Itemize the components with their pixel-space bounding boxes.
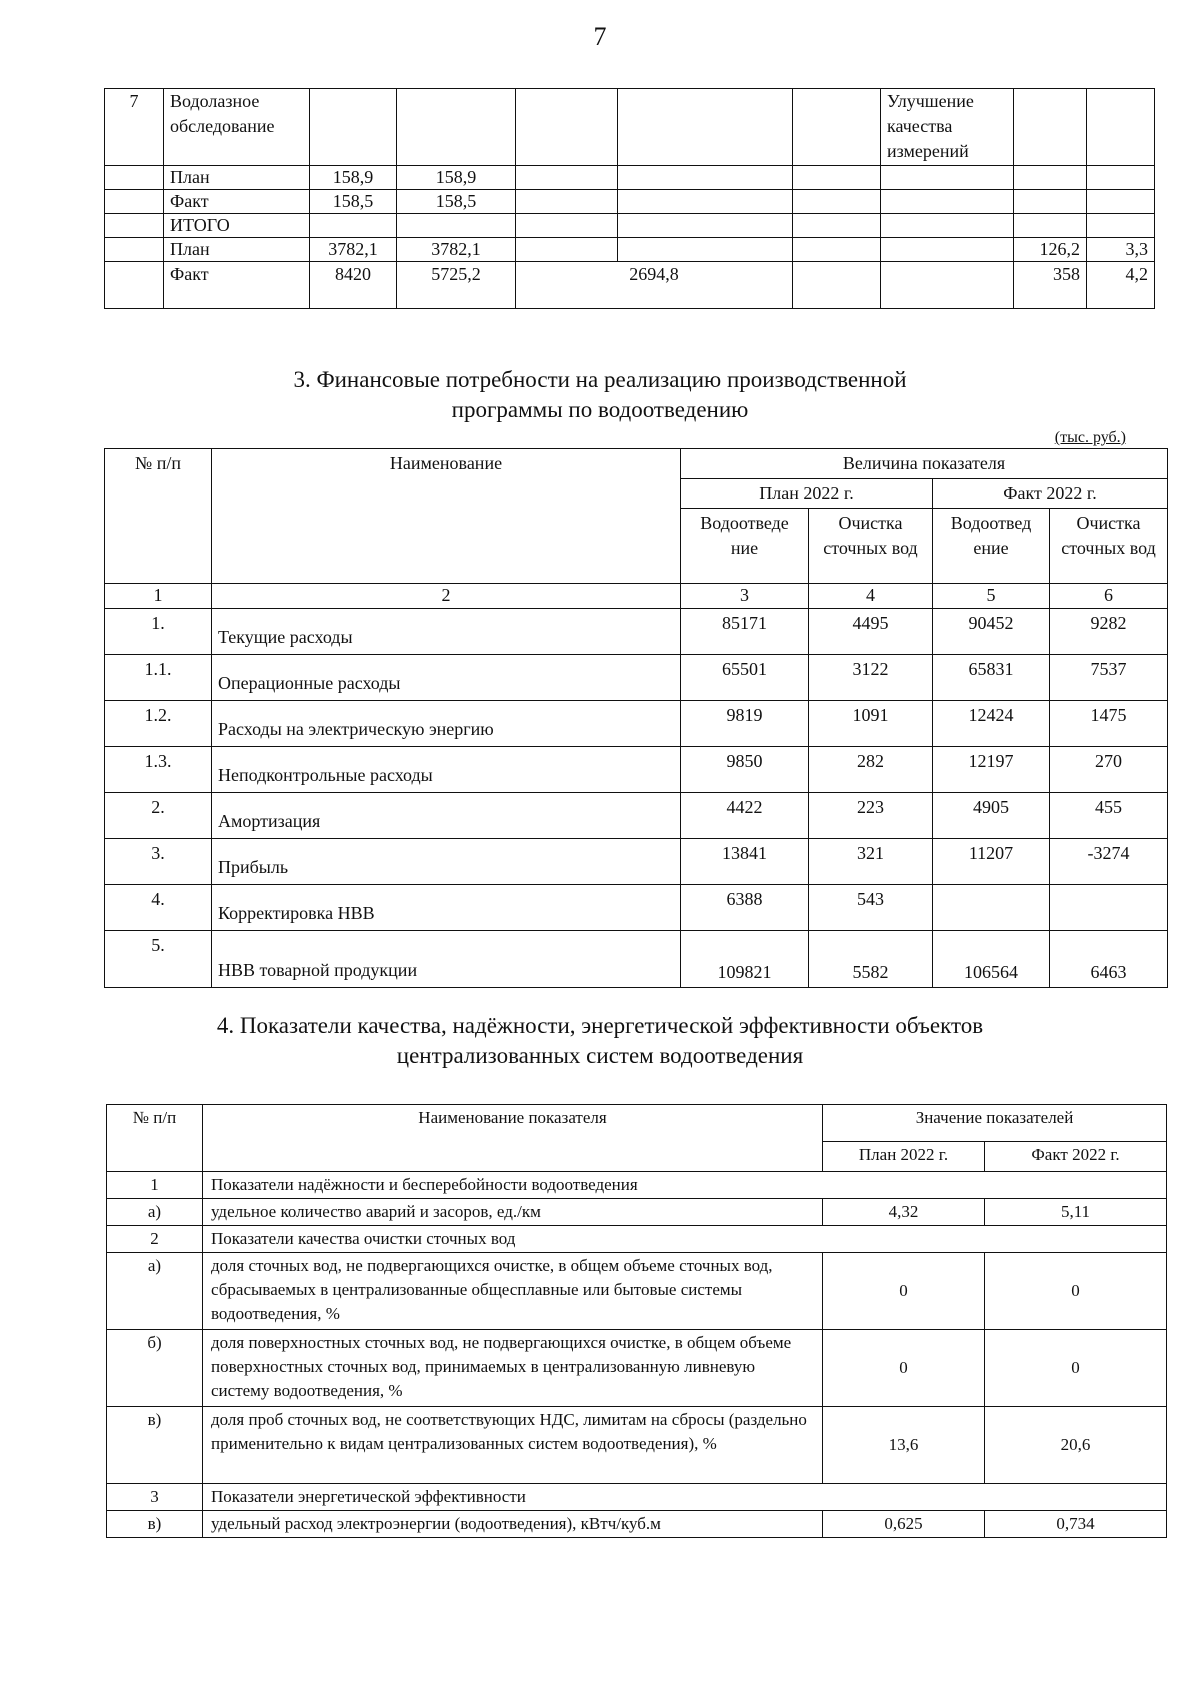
- table-cell: [793, 262, 881, 309]
- table-row: [107, 1199, 1167, 1226]
- column-number: 4: [809, 584, 933, 609]
- table-row: [105, 609, 1168, 655]
- column-number: 1: [105, 584, 212, 609]
- row-number: в): [107, 1407, 203, 1484]
- table-row: [105, 839, 1168, 885]
- row-number: а): [107, 1199, 203, 1226]
- row-value: 282: [809, 747, 933, 793]
- table-cell: [618, 238, 793, 262]
- row-number: б): [107, 1330, 203, 1407]
- table-cell: 158,5: [310, 190, 397, 214]
- table-row: [105, 701, 1168, 747]
- table-cell: [1014, 214, 1087, 238]
- page-number: 7: [593, 22, 607, 51]
- row-value: 12424: [933, 701, 1050, 747]
- table-row: [107, 1511, 1167, 1538]
- header-fact: Факт 2022 г.: [933, 479, 1168, 509]
- row-number: 4.: [105, 885, 212, 931]
- header-col6: Очистка сточных вод: [1050, 509, 1168, 584]
- plan-value: 0: [823, 1330, 985, 1407]
- table-cell: [105, 190, 164, 214]
- row-value: 543: [809, 885, 933, 931]
- table-cell: [881, 166, 1014, 190]
- row-value: 9850: [681, 747, 809, 793]
- financial-needs-table: [104, 448, 1168, 988]
- table-header-row: [107, 1105, 1167, 1142]
- row-value: 223: [809, 793, 933, 839]
- table-cell: 5725,2: [397, 262, 516, 309]
- row-value: 6463: [1050, 931, 1168, 988]
- table-cell: [516, 89, 618, 166]
- table-cell: Факт: [164, 262, 310, 309]
- table-row: [105, 747, 1168, 793]
- header-no: № п/п: [105, 449, 212, 584]
- table-cell: Водолазное обследование: [164, 89, 310, 166]
- table-row: [105, 89, 1155, 166]
- table-cell: [881, 238, 1014, 262]
- table-cell: 8420: [310, 262, 397, 309]
- table-cell: [310, 214, 397, 238]
- row-name: удельное количество аварий и засоров, ед./км: [203, 1199, 823, 1226]
- section-name: Показатели энергетической эффективности: [203, 1484, 1167, 1511]
- table-cell: 158,9: [310, 166, 397, 190]
- table-row: [105, 655, 1168, 701]
- header-plan: План 2022 г.: [681, 479, 933, 509]
- row-number: 1: [107, 1172, 203, 1199]
- row-name: Корректировка НВВ: [212, 885, 681, 931]
- header-plan: План 2022 г.: [823, 1142, 985, 1172]
- table-cell: [881, 214, 1014, 238]
- row-value: 9819: [681, 701, 809, 747]
- row-number: 1.2.: [105, 701, 212, 747]
- section-3-title: 3. Финансовые потребности на реализацию производственной программы по водоотведению: [293, 367, 907, 422]
- table-row: [105, 262, 1155, 309]
- section-name: Показатели надёжности и бесперебойности водоотведения: [203, 1172, 1167, 1199]
- row-name: Прибыль: [212, 839, 681, 885]
- row-value: 3122: [809, 655, 933, 701]
- row-name: НВВ товарной продукции: [212, 931, 681, 988]
- table-cell: [1087, 214, 1155, 238]
- header-no: № п/п: [107, 1105, 203, 1172]
- row-value: 455: [1050, 793, 1168, 839]
- investment-table-fragment: [104, 88, 1155, 309]
- table-cell: 126,2: [1014, 238, 1087, 262]
- row-value: [1050, 885, 1168, 931]
- fact-value: 0: [985, 1253, 1167, 1330]
- table-cell: План: [164, 238, 310, 262]
- row-name: Расходы на электрическую энергию: [212, 701, 681, 747]
- quality-indicators-table: [106, 1104, 1167, 1538]
- table-cell: [881, 190, 1014, 214]
- table-cell: [516, 238, 618, 262]
- plan-value: 0: [823, 1253, 985, 1330]
- table-row: [105, 238, 1155, 262]
- row-value: 85171: [681, 609, 809, 655]
- table-cell: [618, 166, 793, 190]
- row-value: 1091: [809, 701, 933, 747]
- table-cell: [618, 190, 793, 214]
- header-col4: Очистка сточных вод: [809, 509, 933, 584]
- table-cell: [881, 262, 1014, 309]
- row-value: 321: [809, 839, 933, 885]
- header-col5: Водоотвед ение: [933, 509, 1050, 584]
- row-number: 2.: [105, 793, 212, 839]
- table-cell: [105, 262, 164, 309]
- table-row: [105, 793, 1168, 839]
- table-cell: 4,2: [1087, 262, 1155, 309]
- row-number: 5.: [105, 931, 212, 988]
- column-number: 2: [212, 584, 681, 609]
- table-cell: [1087, 166, 1155, 190]
- row-value: -3274: [1050, 839, 1168, 885]
- table-cell: [397, 89, 516, 166]
- table-cell: План: [164, 166, 310, 190]
- row-value: 9282: [1050, 609, 1168, 655]
- column-number: 6: [1050, 584, 1168, 609]
- table-cell: [516, 166, 618, 190]
- row-number: 1.1.: [105, 655, 212, 701]
- row-name: удельный расход электроэнергии (водоотведения), кВтч/куб.м: [203, 1511, 823, 1538]
- fact-value: 20,6: [985, 1407, 1167, 1484]
- row-value: 65501: [681, 655, 809, 701]
- table-row: [105, 214, 1155, 238]
- header-name: Наименование показателя: [203, 1105, 823, 1172]
- fact-value: 0: [985, 1330, 1167, 1407]
- row-name: Неподконтрольные расходы: [212, 747, 681, 793]
- row-value: [933, 885, 1050, 931]
- row-value: 5582: [809, 931, 933, 988]
- row-number: а): [107, 1253, 203, 1330]
- header-fact: Факт 2022 г.: [985, 1142, 1167, 1172]
- column-number: 5: [933, 584, 1050, 609]
- table-row: [105, 931, 1168, 988]
- table-cell: ИТОГО: [164, 214, 310, 238]
- table-row: [107, 1253, 1167, 1330]
- table-cell: [793, 89, 881, 166]
- row-value: 13841: [681, 839, 809, 885]
- table-cell: [793, 214, 881, 238]
- row-number: 1.: [105, 609, 212, 655]
- row-value: 12197: [933, 747, 1050, 793]
- plan-value: 0,625: [823, 1511, 985, 1538]
- row-value: 109821: [681, 931, 809, 988]
- section-row: [107, 1226, 1167, 1253]
- row-value: 1475: [1050, 701, 1168, 747]
- table-cell: [1087, 190, 1155, 214]
- row-name: доля проб сточных вод, не соответствующих НДС, лимитам на сбросы (раздельно применительно к видам централизованных систем водоотведения), %: [203, 1407, 823, 1484]
- row-value: 4905: [933, 793, 1050, 839]
- fact-value: 5,11: [985, 1199, 1167, 1226]
- table-cell: [1087, 89, 1155, 166]
- section-row: [107, 1484, 1167, 1511]
- row-value: 7537: [1050, 655, 1168, 701]
- row-value: 11207: [933, 839, 1050, 885]
- plan-value: 4,32: [823, 1199, 985, 1226]
- table-header-row: [105, 449, 1168, 479]
- table-row: [105, 190, 1155, 214]
- row-value: 106564: [933, 931, 1050, 988]
- table-cell: [105, 214, 164, 238]
- row-value: 4422: [681, 793, 809, 839]
- row-value: 4495: [809, 609, 933, 655]
- table-cell: [105, 166, 164, 190]
- table-cell: [105, 238, 164, 262]
- header-col3: Водоотведе ние: [681, 509, 809, 584]
- table-cell: [793, 166, 881, 190]
- section-name: Показатели качества очистки сточных вод: [203, 1226, 1167, 1253]
- row-number: 2: [107, 1226, 203, 1253]
- row-name: Операционные расходы: [212, 655, 681, 701]
- row-number: 1.3.: [105, 747, 212, 793]
- row-number: в): [107, 1511, 203, 1538]
- row-name: Текущие расходы: [212, 609, 681, 655]
- row-number: 3: [107, 1484, 203, 1511]
- table-cell: [516, 190, 618, 214]
- plan-value: 13,6: [823, 1407, 985, 1484]
- table-cell: [793, 190, 881, 214]
- table-cell: Факт: [164, 190, 310, 214]
- table-cell: 2694,8: [516, 262, 793, 309]
- row-value: 270: [1050, 747, 1168, 793]
- table-cell: Улучшение качества измерений: [881, 89, 1014, 166]
- table-cell: [1014, 190, 1087, 214]
- row-value: 90452: [933, 609, 1050, 655]
- fact-value: 0,734: [985, 1511, 1167, 1538]
- header-value: Величина показателя: [681, 449, 1168, 479]
- table-cell: [618, 89, 793, 166]
- row-name: доля поверхностных сточных вод, не подвергающихся очистке, в общем объеме поверхностных сточных вод, принимаемых в централизованную ливневую систему водоотведения, %: [203, 1330, 823, 1407]
- table-cell: 3782,1: [397, 238, 516, 262]
- header-value: Значение показателей: [823, 1105, 1167, 1142]
- units-label: (тыс. руб.): [1054, 429, 1126, 446]
- section-4-title: 4. Показатели качества, надёжности, энергетической эффективности объектов централизованных систем водоотведения: [216, 1013, 984, 1068]
- table-cell: 158,5: [397, 190, 516, 214]
- table-row: [105, 885, 1168, 931]
- table-cell: 7: [105, 89, 164, 166]
- column-number-row: [105, 584, 1168, 609]
- table-row: [105, 166, 1155, 190]
- header-name: Наименование: [212, 449, 681, 584]
- table-row: [107, 1330, 1167, 1407]
- table-cell: 358: [1014, 262, 1087, 309]
- table-cell: [516, 214, 618, 238]
- table-cell: [1014, 166, 1087, 190]
- table-cell: [793, 238, 881, 262]
- row-value: 65831: [933, 655, 1050, 701]
- table-cell: 3782,1: [310, 238, 397, 262]
- section-row: [107, 1172, 1167, 1199]
- table-cell: [1014, 89, 1087, 166]
- table-cell: 158,9: [397, 166, 516, 190]
- table-cell: [618, 214, 793, 238]
- table-cell: [397, 214, 516, 238]
- column-number: 3: [681, 584, 809, 609]
- row-name: Амортизация: [212, 793, 681, 839]
- table-cell: 3,3: [1087, 238, 1155, 262]
- table-cell: [310, 89, 397, 166]
- table-row: [107, 1407, 1167, 1484]
- row-value: 6388: [681, 885, 809, 931]
- row-number: 3.: [105, 839, 212, 885]
- row-name: доля сточных вод, не подвергающихся очистке, в общем объеме сточных вод, сбрасываемых в централизованные общесплавные или бытовые системы водоотведения, %: [203, 1253, 823, 1330]
